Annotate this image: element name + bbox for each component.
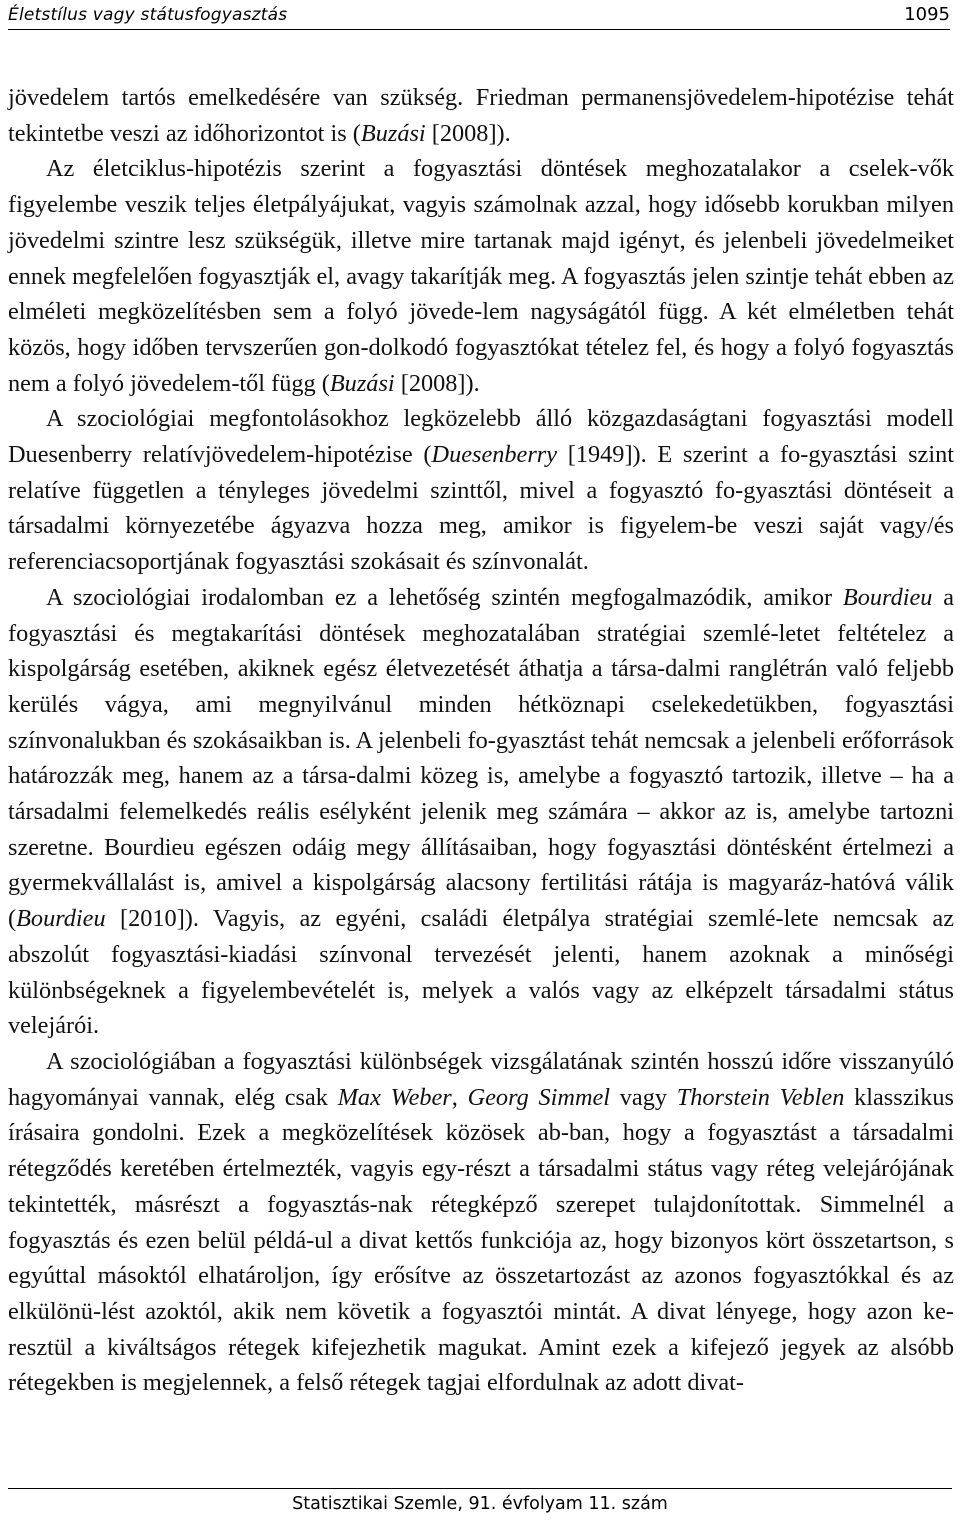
paragraph: A szociológiában a fogyasztási különbségek vizsgálatának szintén hosszú időre visszanyúló hagyományai vannak, elég csak Max Weber, Georg Simmel vagy Thorstein Veblen klasszikus írásaira gondolni. Ezek a megközelítések közösek ab-ban, hogy a fogyasztást a társadalmi rétegződés keretében értelmezték, vagyis egy-részt a társadalmi státus vagy réteg velejárójának tekintették, másrészt a fogyasztás-nak rétegképző szerepet tulajdonítottak. Simmelnél a fogyasztás és ezen belül példá-ul a divat kettős funkciója az, hogy bizonyos kört összetartson, s egyúttal másoktól elhatároljon, így erősítve az összetartozást az azonos fogyasztókkal és az elkülönü-lést azoktól, akik nem követik a fogyasztói mintát. A divat lényege, hogy azon ke-resztül a kiváltságos rétegek kifejezhetik magukat. Amint ezek a kifejező jegyek az alsóbb rétegekben is megjelennek, a felső rétegek tagjai elfordulnak az adott divat- <box>8 1047 954 1397</box>
italic-name: Max Weber <box>337 1083 452 1111</box>
italic-name: Buzási <box>360 119 426 147</box>
italic-name: Bourdieu <box>842 583 933 611</box>
running-title: Életstílus vagy státusfogyasztás <box>8 5 288 25</box>
paragraph: Az életciklus-hipotézis szerint a fogyasztási döntések meghozatalakor a cselek-vők figyelembe veszik teljes életpályájukat, vagyis számolnak azzal, hogy idősebb korukban milyen jövedelmi szintre lesz szükségük, illetve mire tartanak majd igényt, és jelenbeli jövedelmeiket ennek megfelelően fogyasztják el, avagy takarítják meg. A fogyasztás jelen szintje tehát ebben az elméleti megközelítésben sem a folyó jövede-lem nagyságától függ. A két elméletben tehát közös, hogy időben tervszerűen gon-dolkodó fogyasztókat tételez fel, és hogy a folyó fogyasztás nem a folyó jövedelem-től függ (Buzási [2008]). <box>8 155 954 397</box>
article-body <box>8 80 954 1401</box>
paragraph: jövedelem tartós emelkedésére van szükség. Friedman permanensjövedelem-hipotézise tehát tekintetbe veszi az időhorizontot is (Buzási [2008]). <box>8 84 954 147</box>
italic-name: Bourdieu <box>16 905 106 933</box>
paragraph: A szociológiai irodalomban ez a lehetőség szintén megfogalmazódik, amikor Bourdieu a fogyasztási és megtakarítási döntések meghozatalában stratégiai szemlé-letet feltételez a kispolgárság esetében, akiknek egész életvezetését áthatja a társa-dalmi ranglétrán való feljebb kerülés vágya, ami megnyilvánul minden hétköznapi cselekedetükben, fogyasztási színvonalukban és szokásaikban is. A jelenbeli fo-gyasztást tehát nemcsak a jelenbeli erőforrások határozzák meg, hanem az a társa-dalmi közeg is, amelybe a fogyasztó tartozik, illetve – ha a társadalmi felemelkedés reális esélyként jelenik meg számára – akkor az is, amelybe tartozni szeretne. Bourdieu egészen odáig megy állításaiban, hogy fogyasztási döntésként értelmezi a gyermekvállalást is, amivel a kispolgárság alacsony fertilitási rátája is magyaráz-hatóvá válik (Bourdieu [2010]). Vagyis, az egyéni, családi életpálya stratégiai szemlé-lete nemcsak az abszolút fogyasztási-kiadási színvonal tervezését jelenti, hanem azoknak a minőségi különbségeknek a figyelembevételét is, melyek a valós vagy az elképzelt társadalmi státus velejárói. <box>8 583 954 1040</box>
journal-citation: Statisztikai Szemle, 91. évfolyam 11. szám <box>292 1494 668 1514</box>
journal-footer <box>8 1488 952 1519</box>
paragraph: A szociológiai megfontolásokhoz legközelebb álló közgazdaságtani fogyasztási modell Duesenberry relatívjövedelem-hipotézise (Duesenberry [1949]). E szerint a fo-gyasztási szint relatíve független a tényleges jövedelmi szinttől, mivel a fogyasztó fo-gyasztási döntéseit a társadalmi környezetébe ágyazva hozza meg, amikor is figyelem-be veszi saját vagy/és referenciacsoportjának fogyasztási szokásait és színvonalát. <box>8 405 954 576</box>
italic-name: Buzási <box>329 369 395 397</box>
page-number: 1095 <box>904 4 950 25</box>
italic-name: Georg Simmel <box>467 1083 611 1111</box>
running-header <box>8 0 950 30</box>
italic-name: Duesenberry <box>431 441 558 469</box>
italic-name: Thorstein Veblen <box>676 1083 845 1111</box>
